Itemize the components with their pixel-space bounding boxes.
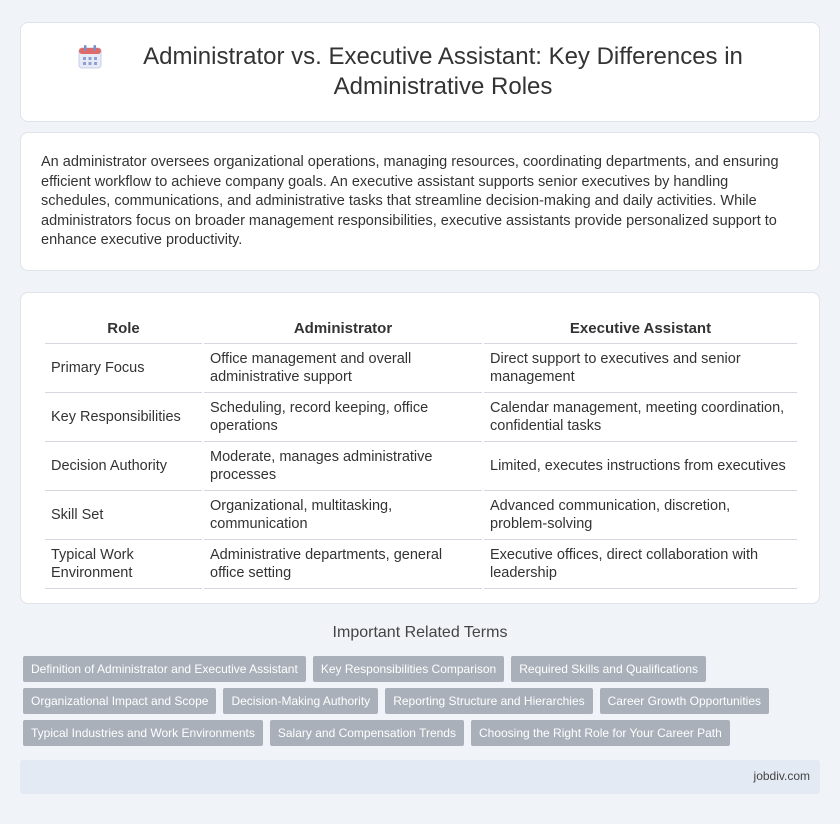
comparison-table xyxy=(43,311,799,589)
table-row xyxy=(45,491,797,540)
header-executive-assistant: Executive Assistant xyxy=(484,311,797,344)
footer xyxy=(20,760,820,794)
table-cell: Administrative departments, general office setting xyxy=(204,540,482,589)
related-term-tag[interactable]: Key Responsibilities Comparison xyxy=(313,656,504,682)
title-card xyxy=(20,22,820,122)
related-term-tag[interactable]: Decision-Making Authority xyxy=(223,688,378,714)
table-cell: Moderate, manages administrative processes xyxy=(204,442,482,491)
intro-card xyxy=(20,132,820,271)
table-cell: Key Responsibilities xyxy=(45,393,202,442)
table-cell: Direct support to executives and senior management xyxy=(484,344,797,393)
header-administrator: Administrator xyxy=(204,311,482,344)
page-title: Administrator vs. Executive Assistant: Key Differences in Administrative Roles xyxy=(143,43,743,100)
footer-site-link[interactable]: jobdiv.com xyxy=(753,769,810,783)
table-header-row xyxy=(45,311,797,344)
table-row xyxy=(45,393,797,442)
table-cell: Scheduling, record keeping, office operations xyxy=(204,393,482,442)
intro-paragraph: An administrator oversees organizational operations, managing resources, coordinating departments, and ensuring efficient workflow to achieve company goals. An executive assistant supports senior executives by handling schedules, communications, and administrative tasks that streamline decision-making and daily activities. While administrators focus on broader management responsibilities, executive assistants provide personalized support to enhance executive productivity. xyxy=(41,154,779,249)
table-cell: Limited, executes instructions from executives xyxy=(484,442,797,491)
comparison-card xyxy=(20,292,820,604)
table-row xyxy=(45,344,797,393)
related-term-tag[interactable]: Choosing the Right Role for Your Career Path xyxy=(471,720,730,746)
related-term-tag[interactable]: Reporting Structure and Hierarchies xyxy=(385,688,592,714)
related-term-tag[interactable]: Career Growth Opportunities xyxy=(600,688,769,714)
table-row xyxy=(45,540,797,589)
table-cell: Office management and overall administrative support xyxy=(204,344,482,393)
related-terms-list xyxy=(23,656,803,752)
title-wrap xyxy=(77,42,763,102)
table-cell: Primary Focus xyxy=(45,344,202,393)
calendar-icon xyxy=(77,44,103,70)
table-cell: Calendar management, meeting coordination, confidential tasks xyxy=(484,393,797,442)
related-term-tag[interactable]: Typical Industries and Work Environments xyxy=(23,720,263,746)
table-cell: Skill Set xyxy=(45,491,202,540)
table-cell: Executive offices, direct collaboration with leadership xyxy=(484,540,797,589)
related-term-tag[interactable]: Required Skills and Qualifications xyxy=(511,656,706,682)
table-cell: Advanced communication, discretion, problem-solving xyxy=(484,491,797,540)
table-cell: Typical Work Environment xyxy=(45,540,202,589)
table-cell: Organizational, multitasking, communication xyxy=(204,491,482,540)
related-terms-title: Important Related Terms xyxy=(332,624,508,641)
table-row xyxy=(45,442,797,491)
table-cell: Decision Authority xyxy=(45,442,202,491)
related-term-tag[interactable]: Organizational Impact and Scope xyxy=(23,688,216,714)
related-term-tag[interactable]: Definition of Administrator and Executive Assistant xyxy=(23,656,306,682)
header-role: Role xyxy=(45,311,202,344)
related-term-tag[interactable]: Salary and Compensation Trends xyxy=(270,720,464,746)
